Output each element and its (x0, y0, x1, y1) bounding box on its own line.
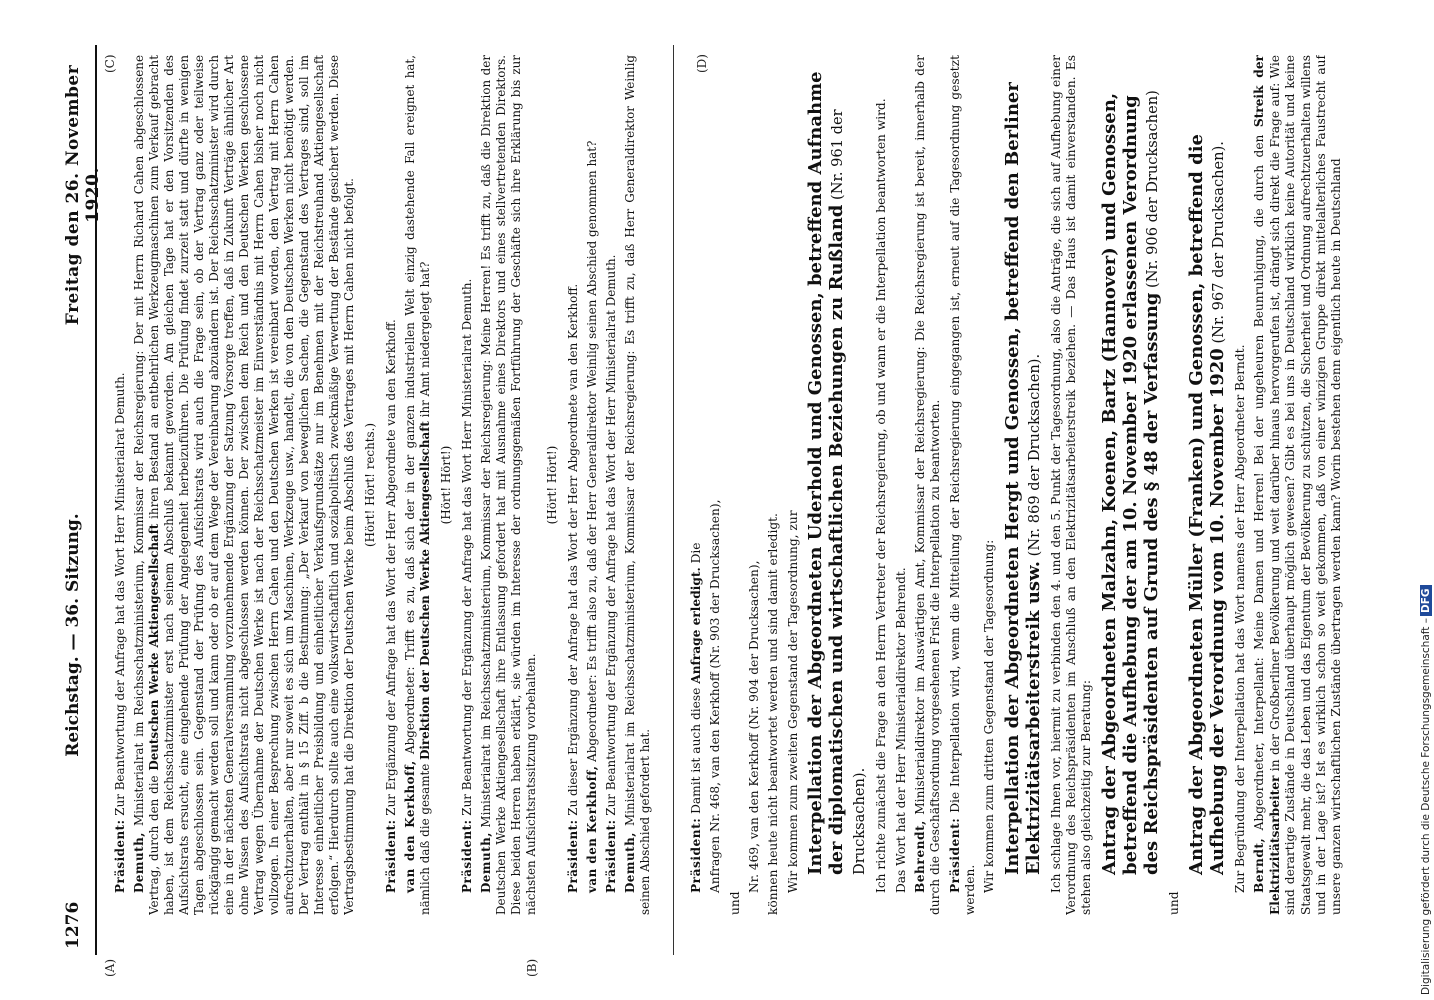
interjection: (Hört! Hört!) (438, 445, 453, 525)
page-number: 1276 (63, 901, 83, 949)
page-header (55, 45, 103, 955)
paragraph: Wir kommen zum zweiten Gegenstand der Tagesordnung, zur (785, 510, 800, 893)
interjection: (Hört! Hört!) (544, 445, 559, 525)
paragraph: Ich schlage Ihnen vor, hiermit zu verbinden den 4. und den 5. Punkt der Tagesordnung, also die Anträge, die sich auf Aufhebung einer Verordnung des Reichspräsidenten im Anschluß an den Elektrizitätsarbeiterstreik beziehen. — Das Haus ist damit einverstanden. Es stehen also gleichzeitig zur Beratung: (1048, 55, 1094, 915)
digitization-credit: Digitalisierung gefördert durch die Deutsche Forschungsgemeinschaft –DFG (1420, 5, 1432, 995)
paragraph: Nr. 469, van den Kerkhoff (Nr. 904 der Drucksachen), (747, 560, 762, 893)
paragraph: Präsident: Damit ist auch diese Anfrage erledigt. Die (689, 542, 703, 893)
paragraph: Präsident: Die Interpellation wird, wenn die Mitteilung der Reichsregierung eingegangen ist, erneut auf die Tagesordnung gesetzt werden. (947, 55, 977, 915)
paragraph: Demuth, Ministerialrat im Reichsschatzministerium, Kommissar der Reichsregierung: Es trifft zu, daß Herr Generaldirektor Weinlig seinen Abschied gefordert hat. (622, 55, 652, 915)
agenda-item-title: Interpellation der Abgeordneten Hergt und Genossen, betreffend den Berliner Elektrizitätsarbeiterstreik usw. (Nr. 869 der Drucksachen). (1001, 82, 1044, 875)
paragraph: Behrendt, Ministerialdirektor im Auswärtigen Amt, Kommissar der Reichsregierung: Die Reichsregierung ist bereit, innerhalb der durch die Geschäftsordnung vorgesehenen Frist die Interpellation zu beantworten. (912, 55, 943, 915)
connector: und (1166, 891, 1181, 915)
column-left (113, 55, 663, 915)
agenda-item-title: Antrag der Abgeordneten Malzahn, Koenen, Bartz (Hannover) und Genossen, betreffend die Aufhebung der am 10. November 1920 erlassenen Verordnung des Reichspräsidenten auf Grund des § 48 der Verfassung (Nr. 906 der Drucksachen) (1098, 90, 1162, 875)
paragraph: Anfragen Nr. 468, van den Kerkhoff (Nr. 903 der Drucksachen), (708, 499, 723, 893)
margin-mark-a: (A) (103, 958, 117, 977)
margin-mark-b: (B) (525, 958, 539, 977)
paragraph: Das Wort hat der Herr Ministerialdirektor Behrendt. (893, 567, 908, 893)
paragraph: van den Kerkhoff, Abgeordneter: Es trifft also zu, daß der Herr Generaldirektor Weinlig seinen Abschied genommen hat? (584, 140, 599, 893)
header-left-title: Reichstag. — 36. Sitzung. (63, 513, 83, 757)
paragraph: Präsident: Zur Beantwortung der Ergänzung der Anfrage hat das Wort der Herr Ministerialrat Demuth. (603, 254, 618, 893)
paragraph: Zur Begründung der Interpellation hat das Wort namens der Herr Abgeordneter Berndt. (1233, 344, 1248, 893)
paragraph: van den Kerkhoff, Abgeordneter: Trifft es zu, daß sich der in der ganzen industriellen Welt einzig dastehende Fall ereignet hat, nämlich daß die gesamte Direktion der Deutschen Werke Aktiengesellschaft ihr Amt niedergelegt hat? (402, 55, 432, 915)
paragraph: können heute nicht beantwortet werden und sind damit erledigt. (766, 513, 781, 915)
agenda-item-title: Interpellation der Abgeordneten Uderhold und Genossen, betreffend Aufnahme der diplomatischen und wirtschaftlichen Beziehungen zu Rußland (Nr. 961 der Drucksachen). (805, 71, 869, 875)
paragraph: Präsident: Zur Beantwortung der Anfrage hat das Wort Herr Ministerialrat Demuth. (113, 372, 127, 893)
rotated-page (55, 45, 1365, 977)
paragraph: Demuth, Ministerialrat im Reichsschatzministerium, Kommissar der Reichsregierung: Meine Herren! Es trifft zu, daß die Direktion der Deutschen Werke Aktiengesellschaft ihre Entlassung gefordert hat mit Ausnahme eines Direktors und eines stellvertretenden Direktors. Diese beiden Herren haben erklärt, sie würden im Interesse der ordnungsgemäßen Fortführung der Geschäfte sich ihre Erklärung bis zur nächsten Aufsichtsratssitzung vorbehalten. (478, 55, 538, 915)
paragraph: Wir kommen zum dritten Gegenstand der Tagesordnung: (982, 539, 997, 893)
margin-mark-d: (D) (695, 54, 709, 73)
interjection: (Hört! Hört! rechts.) (362, 422, 377, 548)
column-divider (673, 45, 674, 955)
header-right-title: Freitag den 26. November 1920. (63, 64, 103, 326)
paragraph: Demuth, Ministerialrat im Reichsschatzministerium, Kommissar der Reichsregierung: Der mit Herrn Richard Cahen abgeschlossene Vertrag, durch den die Deutschen Werke Aktiengesellschaft ihren Bestand an entbehrlichen Werkzeugmaschinen zum Verkauf gebracht haben, ist dem Reichsschatzminister erst nach seinem Abschluß bekannt geworden. Am gleichen Tage hat er den Vorsitzenden des Aufsichtsrats ersucht, eine eingehende Prüfung der Angelegenheit herbeizuführen. Die Prüfung findet zurzeit statt und dürfte in wenigen Tagen abgeschlossen sein. Gegenstand der Prüfung des Aufsichtsrats wird auch die Frage sein, ob der Vertrag ganz oder teilweise rückgängig gemacht werden soll und kann oder ob er auf dem Wege der Vereinbarung abzuändern ist. Der Reichsschatzminister wird durch eine in der nächsten Generalversammlung vorzunehmende Ergänzung der Satzung Vorsorge treffen, daß in Zukunft Verträge ähnlicher Art ohne Wissen des Aufsichtsrats nicht abgeschlossen werden können. Der zwischen dem Reich und den Deutschen Werken geschlossene Vertrag wegen Übernahme der Deutschen Werke ist nach der Reichsschatzmeister im Einverständnis mit Herrn Cahen bisher noch nicht vollzogen. In einer Besprechung zwischen Herrn Cahen und den Deutschen Werken ist vereinbart worden, den Vertrag mit Herrn Cahen aufrechtzuerhalten, aber nur soweit es sich um Maschinen, Werkzeuge usw., handelt, die von den Deutschen Werken nicht benötigt werden. Der Vertrag enthält in § 15 Ziff. b die Bestimmung: „Der Verkauf von beweglichen Sachen, die Gegenstand des Vertrages sind, soll im Interesse einheitlicher Preisbildung und einheitlicher Verkaufsgrundsätze nur im Benehmen mit der Reichstreuhand Aktiengesellschaft erfolgen.“ Hierdurch sollte auch eine volkswirtschaftlich und sozialpolitisch zweckmäßige Verwertung der Bestände gesichert werden. Diese Vertragsbestimmung hat die Direktion der Deutschen Werke beim Abschluß des Vertrages mit Herrn Cahen nicht befolgt. (131, 55, 356, 915)
connector: und (727, 891, 742, 915)
agenda-item-title: Antrag der Abgeordneten Müller (Franken) und Genossen, betreffend die Aufhebung der Verordnung vom 10. November 1920 (Nr. 967 der Drucksachen). (1186, 134, 1229, 875)
paragraph: Präsident: Zur Ergänzung der Anfrage hat das Wort der Herr Abgeordnete van den Kerkhoff. (383, 319, 398, 893)
column-right (689, 55, 1349, 915)
dfg-logo: DFG (1420, 586, 1432, 617)
paragraph: Ich richte zunächst die Frage an den Herrn Vertreter der Reichsregierung, ob und wann er die Interpellation beantworten wird. (874, 98, 889, 893)
margin-mark-c: (C) (103, 54, 117, 73)
paragraph: Präsident: Zu dieser Ergänzung der Anfrage hat das Wort der Herr Abgeordnete van den Kerkhoff. (565, 283, 580, 893)
paragraph: Präsident: Zur Beantwortung der Ergänzung der Anfrage hat das Wort Herr Ministerialrat Demuth. (459, 278, 474, 893)
paragraph: Berndt, Abgeordneter, Interpellant: Meine Damen und Herren! Bei der ungeheuren Beunruhigung, die durch den Streik der Elektrizitätsarbeiter in der Großberliner Bevölkerung und weit darüber hinaus hervorgerufen ist, drängt sich direkt die Frage auf: Wie sind derartige Zustände in Deutschland überhaupt möglich gewesen? Gibt es bei uns in Deutschland wirklich keine Autorität und keine Staatsgewalt mehr, die das Leben und das Eigentum der Bevölkerung zu schützen, die Sicherheit und Ordnung aufrechtzuerhalten willens und in der Lage ist? Ist es wirklich schon so weit gekommen, daß von einer winzigen Gruppe direkt mittelalterliches Faustrecht auf unsere ganzen wirtschaftlichen Zustände übertragen werden kann? Worin bestehen denn eigentlich heute in Deutschland (1252, 55, 1344, 915)
